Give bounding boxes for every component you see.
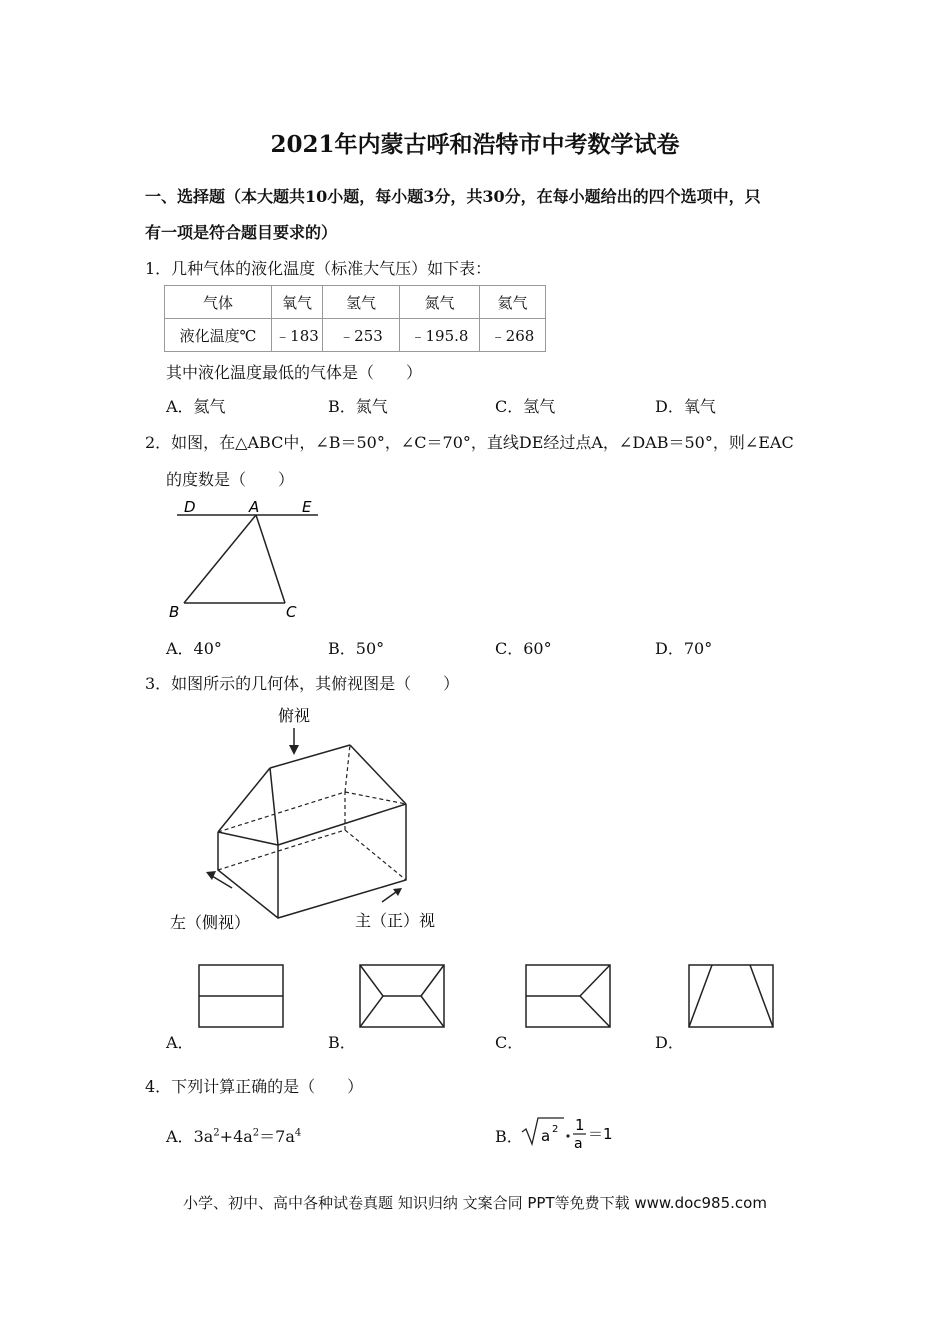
q4-stem: 4．下列计算正确的是（ ） <box>145 1077 364 1096</box>
table-cell: ﹣183 <box>272 319 323 352</box>
math-term: +4a <box>219 1127 253 1146</box>
q2-stem-line2: 的度数是（ ） <box>166 470 295 489</box>
top-view-label: 俯视 <box>278 706 311 725</box>
q3-stem: 3．如图所示的几何体，其俯视图是（ ） <box>145 674 460 693</box>
q2-option-d[interactable]: D．70° <box>655 639 713 658</box>
q3-option-b[interactable]: B． <box>328 1033 356 1052</box>
q2-option-b[interactable]: B．50° <box>328 639 385 658</box>
table-row <box>165 286 546 319</box>
view-option-c-figure <box>525 964 613 1030</box>
table-cell: 氮气 <box>400 286 480 319</box>
q1-option-b[interactable]: B．氮气 <box>328 397 388 416</box>
table-cell: 气体 <box>165 286 272 319</box>
label-a: A <box>249 498 260 516</box>
q4-option-a-label: A． <box>166 1127 194 1146</box>
section-heading-line1: 一、选择题（本大题共10小题，每小题3分，共30分，在每小题给出的四个选项中，只 <box>145 187 761 206</box>
q2-stem-line1: 2．如图，在△ABC中，∠B＝50°，∠C＝70°，直线DE经过点A，∠DAB＝50°，则∠EAC <box>145 433 794 452</box>
gas-table <box>164 285 546 352</box>
front-view-label: 主（正）视 <box>355 911 436 930</box>
solid-figure <box>160 700 460 940</box>
table-cell: ﹣268 <box>480 319 546 352</box>
label-d: D <box>184 498 196 516</box>
section-heading-line2: 有一项是符合题目要求的） <box>145 223 338 242</box>
table-cell: ﹣195.8 <box>400 319 480 352</box>
triangle-figure <box>160 490 330 625</box>
table-cell: 氢气 <box>323 286 400 319</box>
q3-option-a[interactable]: A． <box>166 1033 194 1052</box>
q2-option-c[interactable]: C．60° <box>495 639 552 658</box>
table-cell: ﹣253 <box>323 319 400 352</box>
q1-option-d[interactable]: D．氧气 <box>655 397 716 416</box>
view-option-d-figure <box>688 964 776 1030</box>
label-e: E <box>302 498 312 516</box>
radicand: a <box>541 1127 551 1145</box>
table-cell: 氧气 <box>272 286 323 319</box>
q3-option-d[interactable]: D． <box>655 1033 684 1052</box>
q4-option-b-label[interactable]: B． <box>495 1127 523 1146</box>
q1-stem: 1．几种气体的液化温度（标准大气压）如下表： <box>145 259 492 278</box>
footer-text: 小学、初中、高中各种试卷真题 知识归纳 文案合同 PPT等免费下载 www.doc985.com <box>183 1194 767 1212</box>
q1-option-a[interactable]: A．氦气 <box>166 397 226 416</box>
left-view-label: 左（侧视） <box>170 913 251 932</box>
fraction-denominator: a <box>574 1136 583 1152</box>
view-option-b-figure <box>359 964 447 1030</box>
q3-option-c[interactable]: C． <box>495 1033 524 1052</box>
page-title: 2021年内蒙古呼和浩特市中考数学试卷 <box>270 131 680 158</box>
q4-option-a[interactable] <box>166 1124 301 1147</box>
q4-option-b-expression <box>520 1112 620 1152</box>
q2-option-a[interactable]: A．40° <box>166 639 222 658</box>
radicand-exponent: 2 <box>552 1124 559 1135</box>
expression-tail: ＝1 <box>588 1125 613 1143</box>
fraction-numerator: 1 <box>575 1116 585 1134</box>
math-term: 3a <box>193 1127 214 1146</box>
table-cell: 液化温度℃ <box>165 319 272 352</box>
q1-option-c[interactable]: C．氢气 <box>495 397 556 416</box>
table-row <box>165 319 546 352</box>
math-exponent: 4 <box>294 1127 302 1139</box>
math-term: ＝7a <box>259 1127 295 1146</box>
view-option-a-figure <box>198 964 286 1030</box>
math-exponent: 2 <box>252 1127 260 1139</box>
q1-question: 其中液化温度最低的气体是（ ） <box>166 363 423 382</box>
label-b: B <box>169 603 180 621</box>
label-c: C <box>286 603 297 621</box>
math-exponent: 2 <box>213 1127 220 1139</box>
table-cell: 氦气 <box>480 286 546 319</box>
